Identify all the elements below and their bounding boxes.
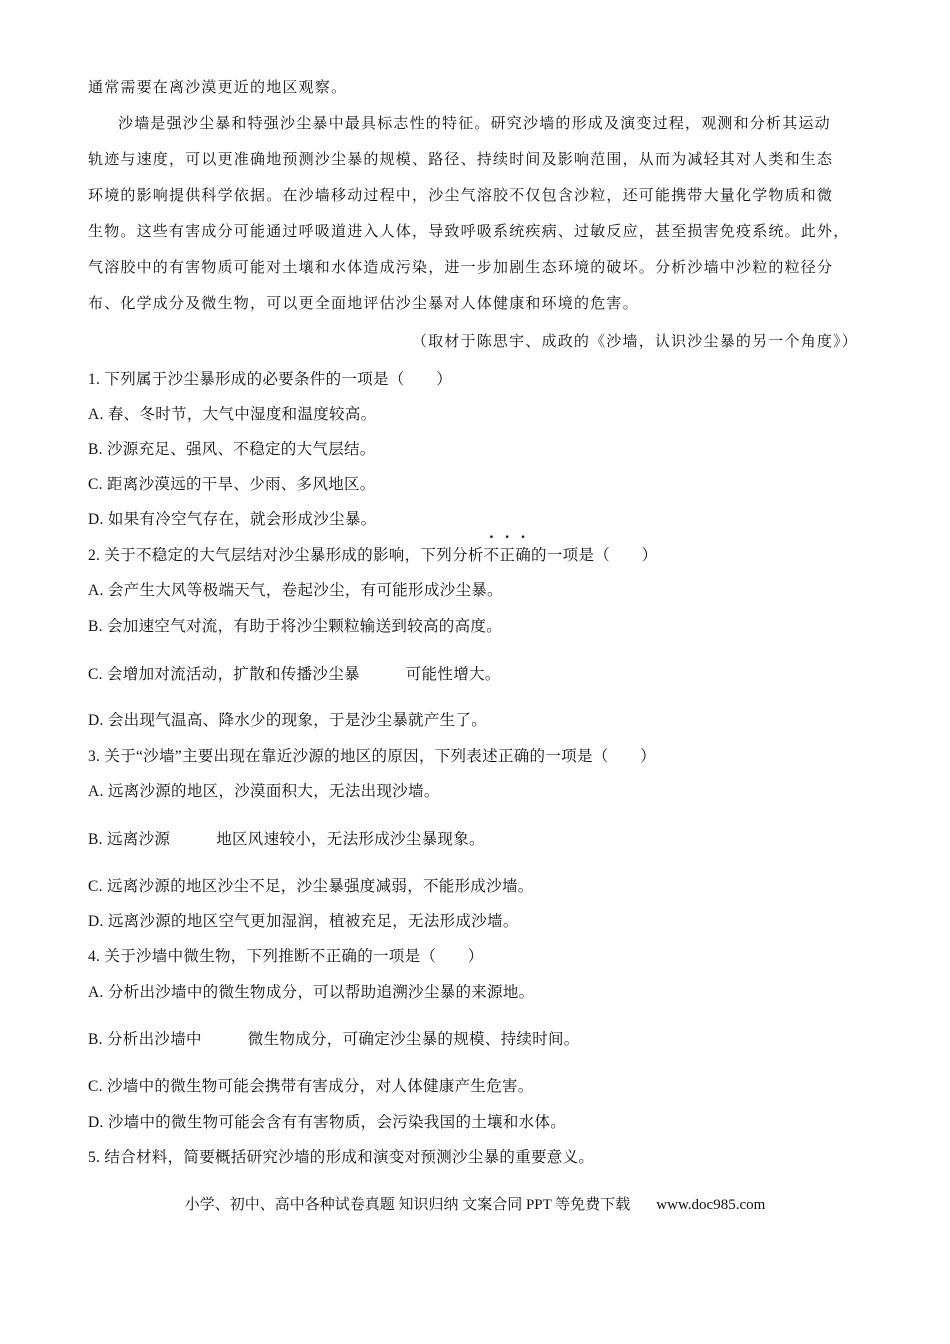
q2-option-b: B. 会加速空气对流，有助于将沙尘颗粒输送到较高的高度。 [88, 618, 502, 635]
q4-option-d: D. 沙墙中的微生物可能会含有有害物质，会污染我国的土壤和水体。 [88, 1114, 567, 1131]
passage-line-3: 轨迹与速度，可以更准确地预测沙尘暴的规模、路径、持续时间及影响范围，从而为减轻其对人类和生态 [88, 150, 834, 168]
q3-stem: 3. 关于“沙墙”主要出现在靠近沙源的地区的原因，下列表述正确的一项是（ ） [88, 748, 656, 765]
q4-option-b-post: 微生物成分，可确定沙尘暴的规模、持续时间。 [247, 1031, 580, 1048]
q2-option-d: D. 会出现气温高、降水少的现象，于是沙尘暴就产生了。 [88, 712, 488, 729]
passage-line-4: 环境的影响提供科学依据。在沙墙移动过程中，沙尘气溶胶不仅包含沙粒，还可能携带大量化学物质和微 [88, 186, 834, 204]
q3-option-b-pre: B. 远离沙源 [88, 831, 171, 848]
q1-option-d: D. 如果有冷空气存在，就会形成沙尘暴。 [88, 511, 377, 528]
q2-emphasis-char: 正 [499, 547, 516, 564]
q4-option-b [88, 1027, 580, 1049]
passage-line-5: 生物。这些有害成分可能通过呼吸道进入人体，导致呼吸系统疾病、过敏反应，甚至损害免疫系统。此外， [88, 222, 850, 240]
passage-line-6: 气溶胶中的有害物质可能对土壤和水体造成污染，进一步加剧生态环境的破坏。分析沙墙中沙粒的粒径分 [88, 258, 834, 276]
page-footer [0, 1193, 950, 1214]
passage-source: （取材于陈思宇、成政的《沙墙，认识沙尘暴的另一个角度》） [411, 332, 858, 350]
q3-option-d: D. 远离沙源的地区空气更加湿润，植被充足，无法形成沙墙。 [88, 913, 519, 930]
q3-option-a: A. 远离沙源的地区，沙漠面积大，无法出现沙墙。 [88, 783, 440, 800]
q2-option-a: A. 会产生大风等极端天气，卷起沙尘，有可能形成沙尘暴。 [88, 582, 503, 599]
q2-stem-post: 的一项是（ ） [531, 547, 658, 564]
q3-option-c: C. 远离沙源的地区沙尘不足，沙尘暴强度减弱，不能形成沙墙。 [88, 878, 534, 895]
q3-option-b-post: 地区风速较小，无法形成沙尘暴现象。 [216, 831, 485, 848]
q1-option-b: B. 沙源充足、强风、不稳定的大气层结。 [88, 441, 376, 458]
passage-line-7: 布、化学成分及微生物，可以更全面地评估沙尘暴对人体健康和环境的危害。 [88, 294, 639, 312]
q4-option-b-pre: B. 分析出沙墙中 [88, 1031, 202, 1048]
q4-option-c: C. 沙墙中的微生物可能会携带有害成分，对人体健康产生危害。 [88, 1078, 534, 1095]
q3-option-b [88, 827, 485, 849]
passage-line-2: 沙墙是强沙尘暴和特强沙尘暴中最具标志性的特征。研究沙墙的形成及演变过程，观测和分析其运动 [118, 114, 831, 132]
passage-line-1: 通常需要在离沙漠更近的地区观察。 [88, 78, 348, 96]
q5-stem: 5. 结合材料，简要概括研究沙墙的形成和演变对预测沙尘暴的重要意义。 [88, 1149, 595, 1166]
footer-url[interactable]: www.doc985.com [656, 1197, 766, 1213]
q2-option-c [88, 662, 501, 684]
q4-option-a: A. 分析出沙墙中的微生物成分，可以帮助追溯沙尘暴的来源地。 [88, 984, 535, 1001]
q2-emphasis-char: 确 [515, 547, 532, 564]
q1-option-a: A. 春、冬时节，大气中湿度和温度较高。 [88, 406, 377, 423]
q1-stem: 1. 下列属于沙尘暴形成的必要条件的一项是（ ） [88, 371, 453, 388]
q4-stem: 4. 关于沙墙中微生物，下列推断不正确的一项是（ ） [88, 948, 484, 965]
q2-stem-pre: 2. 关于不稳定的大气层结对沙尘暴形成的影响，下列分析 [88, 547, 484, 564]
q1-option-c: C. 距离沙漠远的干旱、少雨、多风地区。 [88, 476, 376, 493]
q2-option-c-post: 可能性增大。 [405, 666, 501, 683]
q2-emphasis-char: 不 [483, 547, 500, 564]
q2-stem [88, 543, 657, 565]
footer-text: 小学、初中、高中各种试卷真题 知识归纳 文案合同 PPT 等免费下载 [184, 1197, 631, 1213]
q2-option-c-pre: C. 会增加对流活动，扩散和传播沙尘暴 [88, 666, 360, 683]
